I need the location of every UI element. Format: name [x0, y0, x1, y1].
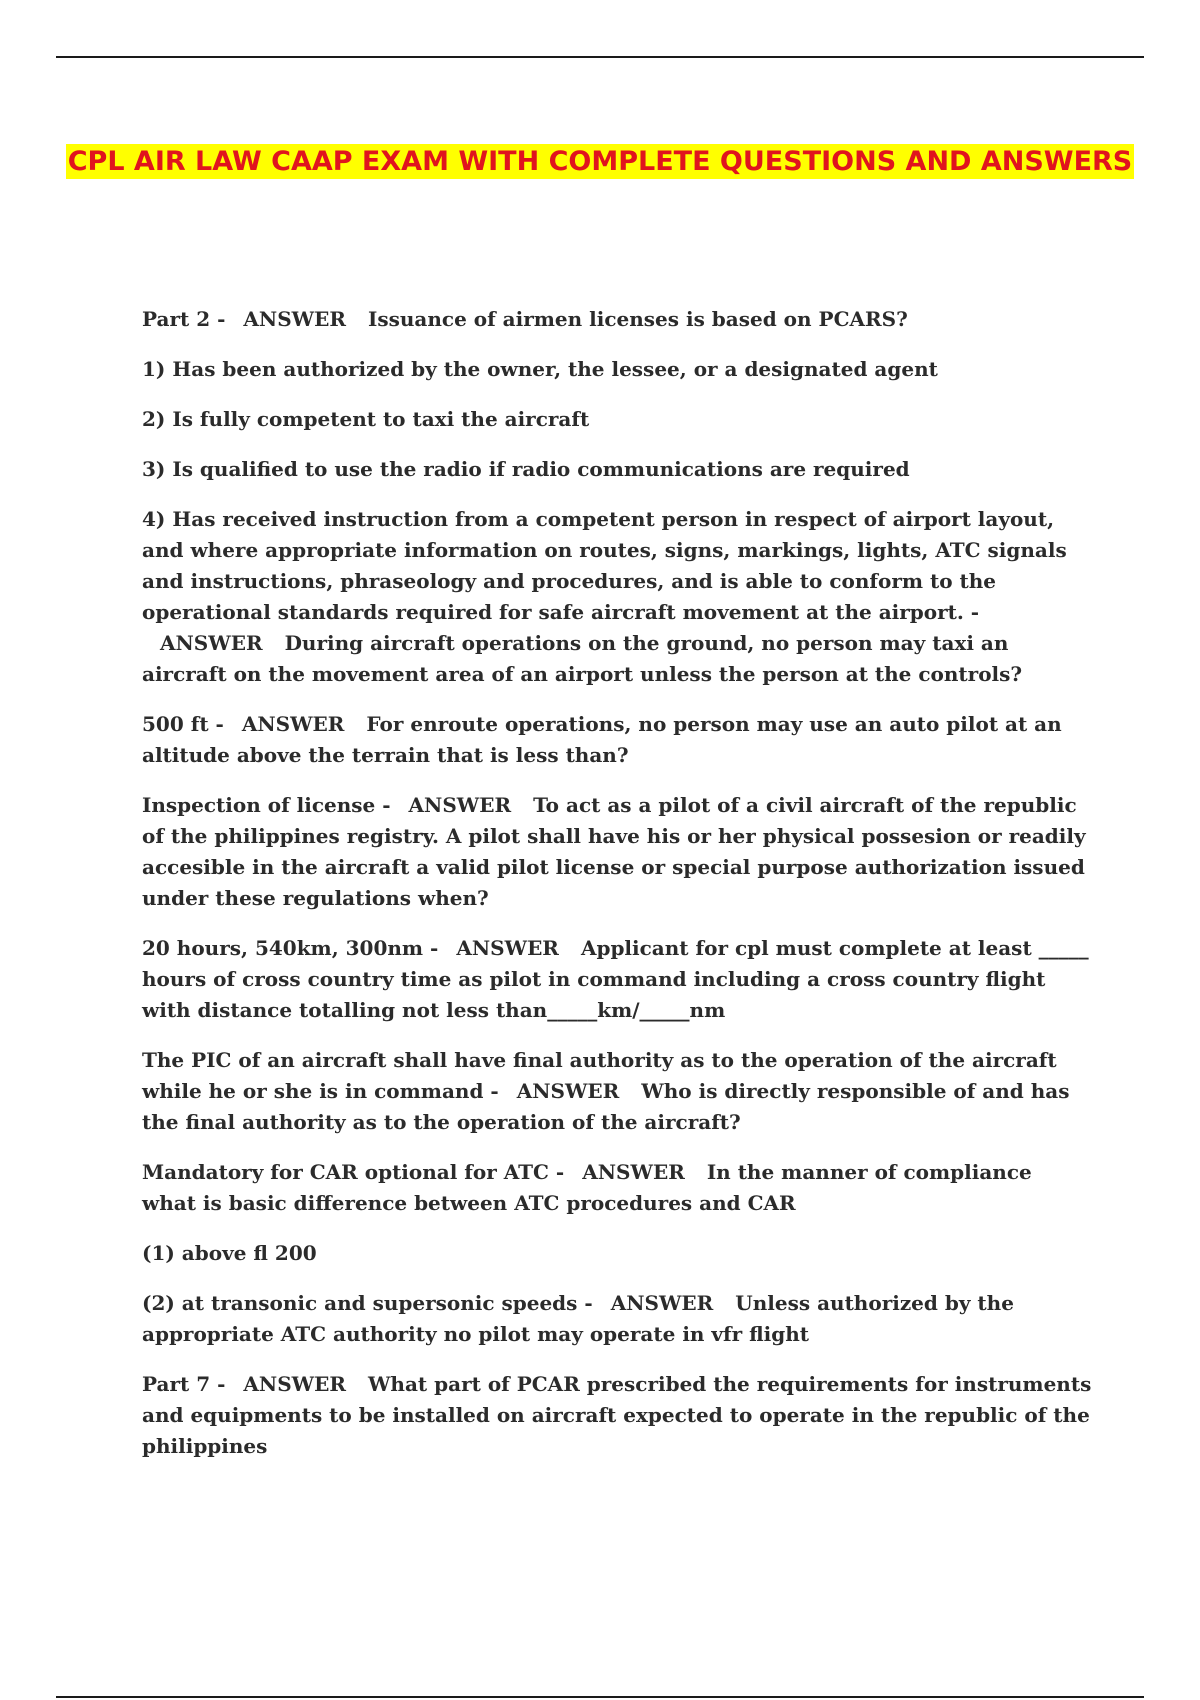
- question-text: Applicant for cpl must complete at least _____ hours of cross country time as pilot in command including a cross country flight with distance totalling not less than_____km/_____nm: [142, 936, 1089, 1022]
- list-item: 3) Is qualified to use the radio if radio communications are required: [142, 457, 910, 481]
- qa-entry: [142, 790, 1092, 914]
- qa-entry: [142, 304, 1092, 335]
- qa-entry: [142, 1369, 1092, 1462]
- answer-text: Part 7 -: [142, 1372, 226, 1396]
- question-text: In the manner of compliance what is basic difference between ATC procedures and CAR: [142, 1160, 1032, 1215]
- question-text: During aircraft operations on the ground, no person may taxi an aircraft on the movement area of an airport unless the person at the controls?: [142, 631, 1023, 686]
- answer-tag: ANSWER: [243, 1372, 346, 1396]
- qa-entry: [142, 1288, 1092, 1350]
- answer-tag: ANSWER: [160, 631, 263, 655]
- bottom-rule: [56, 1696, 1144, 1698]
- answer-text: Inspection of license -: [142, 793, 391, 817]
- answer-text: Mandatory for CAR optional for ATC -: [142, 1160, 565, 1184]
- qa-entry: [142, 709, 1092, 771]
- answer-tag: ANSWER: [582, 1160, 685, 1184]
- qa-entry: [142, 1045, 1092, 1138]
- qa-entry: [142, 1157, 1092, 1219]
- question-text: For enroute operations, no person may use an auto pilot at an altitude above the terrain that is less than?: [142, 712, 1062, 767]
- question-text: Who is directly responsible of and has the final authority as to the operation of the aircraft?: [142, 1079, 1070, 1134]
- list-item: 2) Is fully competent to taxi the aircraft: [142, 407, 590, 431]
- answer-text: Part 2 -: [142, 307, 226, 331]
- answer-tag: ANSWER: [456, 936, 559, 960]
- question-text: What part of PCAR prescribed the requirements for instruments and equipments to be installed on aircraft expected to operate in the republic of the philippines: [142, 1372, 1092, 1458]
- list-item: (1) above fl 200: [142, 1241, 317, 1265]
- answer-text: The PIC of an aircraft shall have final authority as to the operation of the aircraft while he or she is in command -: [142, 1048, 1057, 1103]
- answer-tag: ANSWER: [408, 793, 512, 817]
- page-title: CPL AIR LAW CAAP EXAM WITH COMPLETE QUESTIONS AND ANSWERS: [67, 146, 1133, 177]
- answer-tag: ANSWER: [516, 1079, 620, 1103]
- question-text: Issuance of airmen licenses is based on PCARS?: [367, 307, 908, 331]
- answer-text: 4) Has received instruction from a competent person in respect of airport layout, and where appropriate information on routes, signs, markings, lights, ATC signals and instructions, phraseology and procedures, and is able to conform to the operational standards required for safe aircraft movement at the airport. -: [142, 507, 1067, 624]
- question-text: Unless authorized by the appropriate ATC authority no pilot may operate in vfr flight: [142, 1291, 1014, 1346]
- top-rule: [56, 56, 1144, 58]
- answer-text: 20 hours, 540km, 300nm -: [142, 936, 439, 960]
- answer-tag: ANSWER: [610, 1291, 714, 1315]
- question-text: To act as a pilot of a civil aircraft of the republic of the philippines registry. A pilot shall have his or her physical possesion or readily accesible in the aircraft a valid pilot license or special purpose authorization issued under these regulations when?: [142, 793, 1086, 910]
- list-item: 1) Has been authorized by the owner, the lessee, or a designated agent: [142, 357, 938, 381]
- answer-text: (2) at transonic and supersonic speeds -: [142, 1291, 593, 1315]
- answer-tag: ANSWER: [243, 307, 346, 331]
- qa-content: [142, 304, 1092, 1481]
- title-block: [60, 140, 1140, 187]
- qa-entry: [142, 504, 1092, 690]
- qa-entry: [142, 933, 1092, 1026]
- answer-tag: ANSWER: [241, 712, 345, 736]
- answer-text: 500 ft -: [142, 712, 224, 736]
